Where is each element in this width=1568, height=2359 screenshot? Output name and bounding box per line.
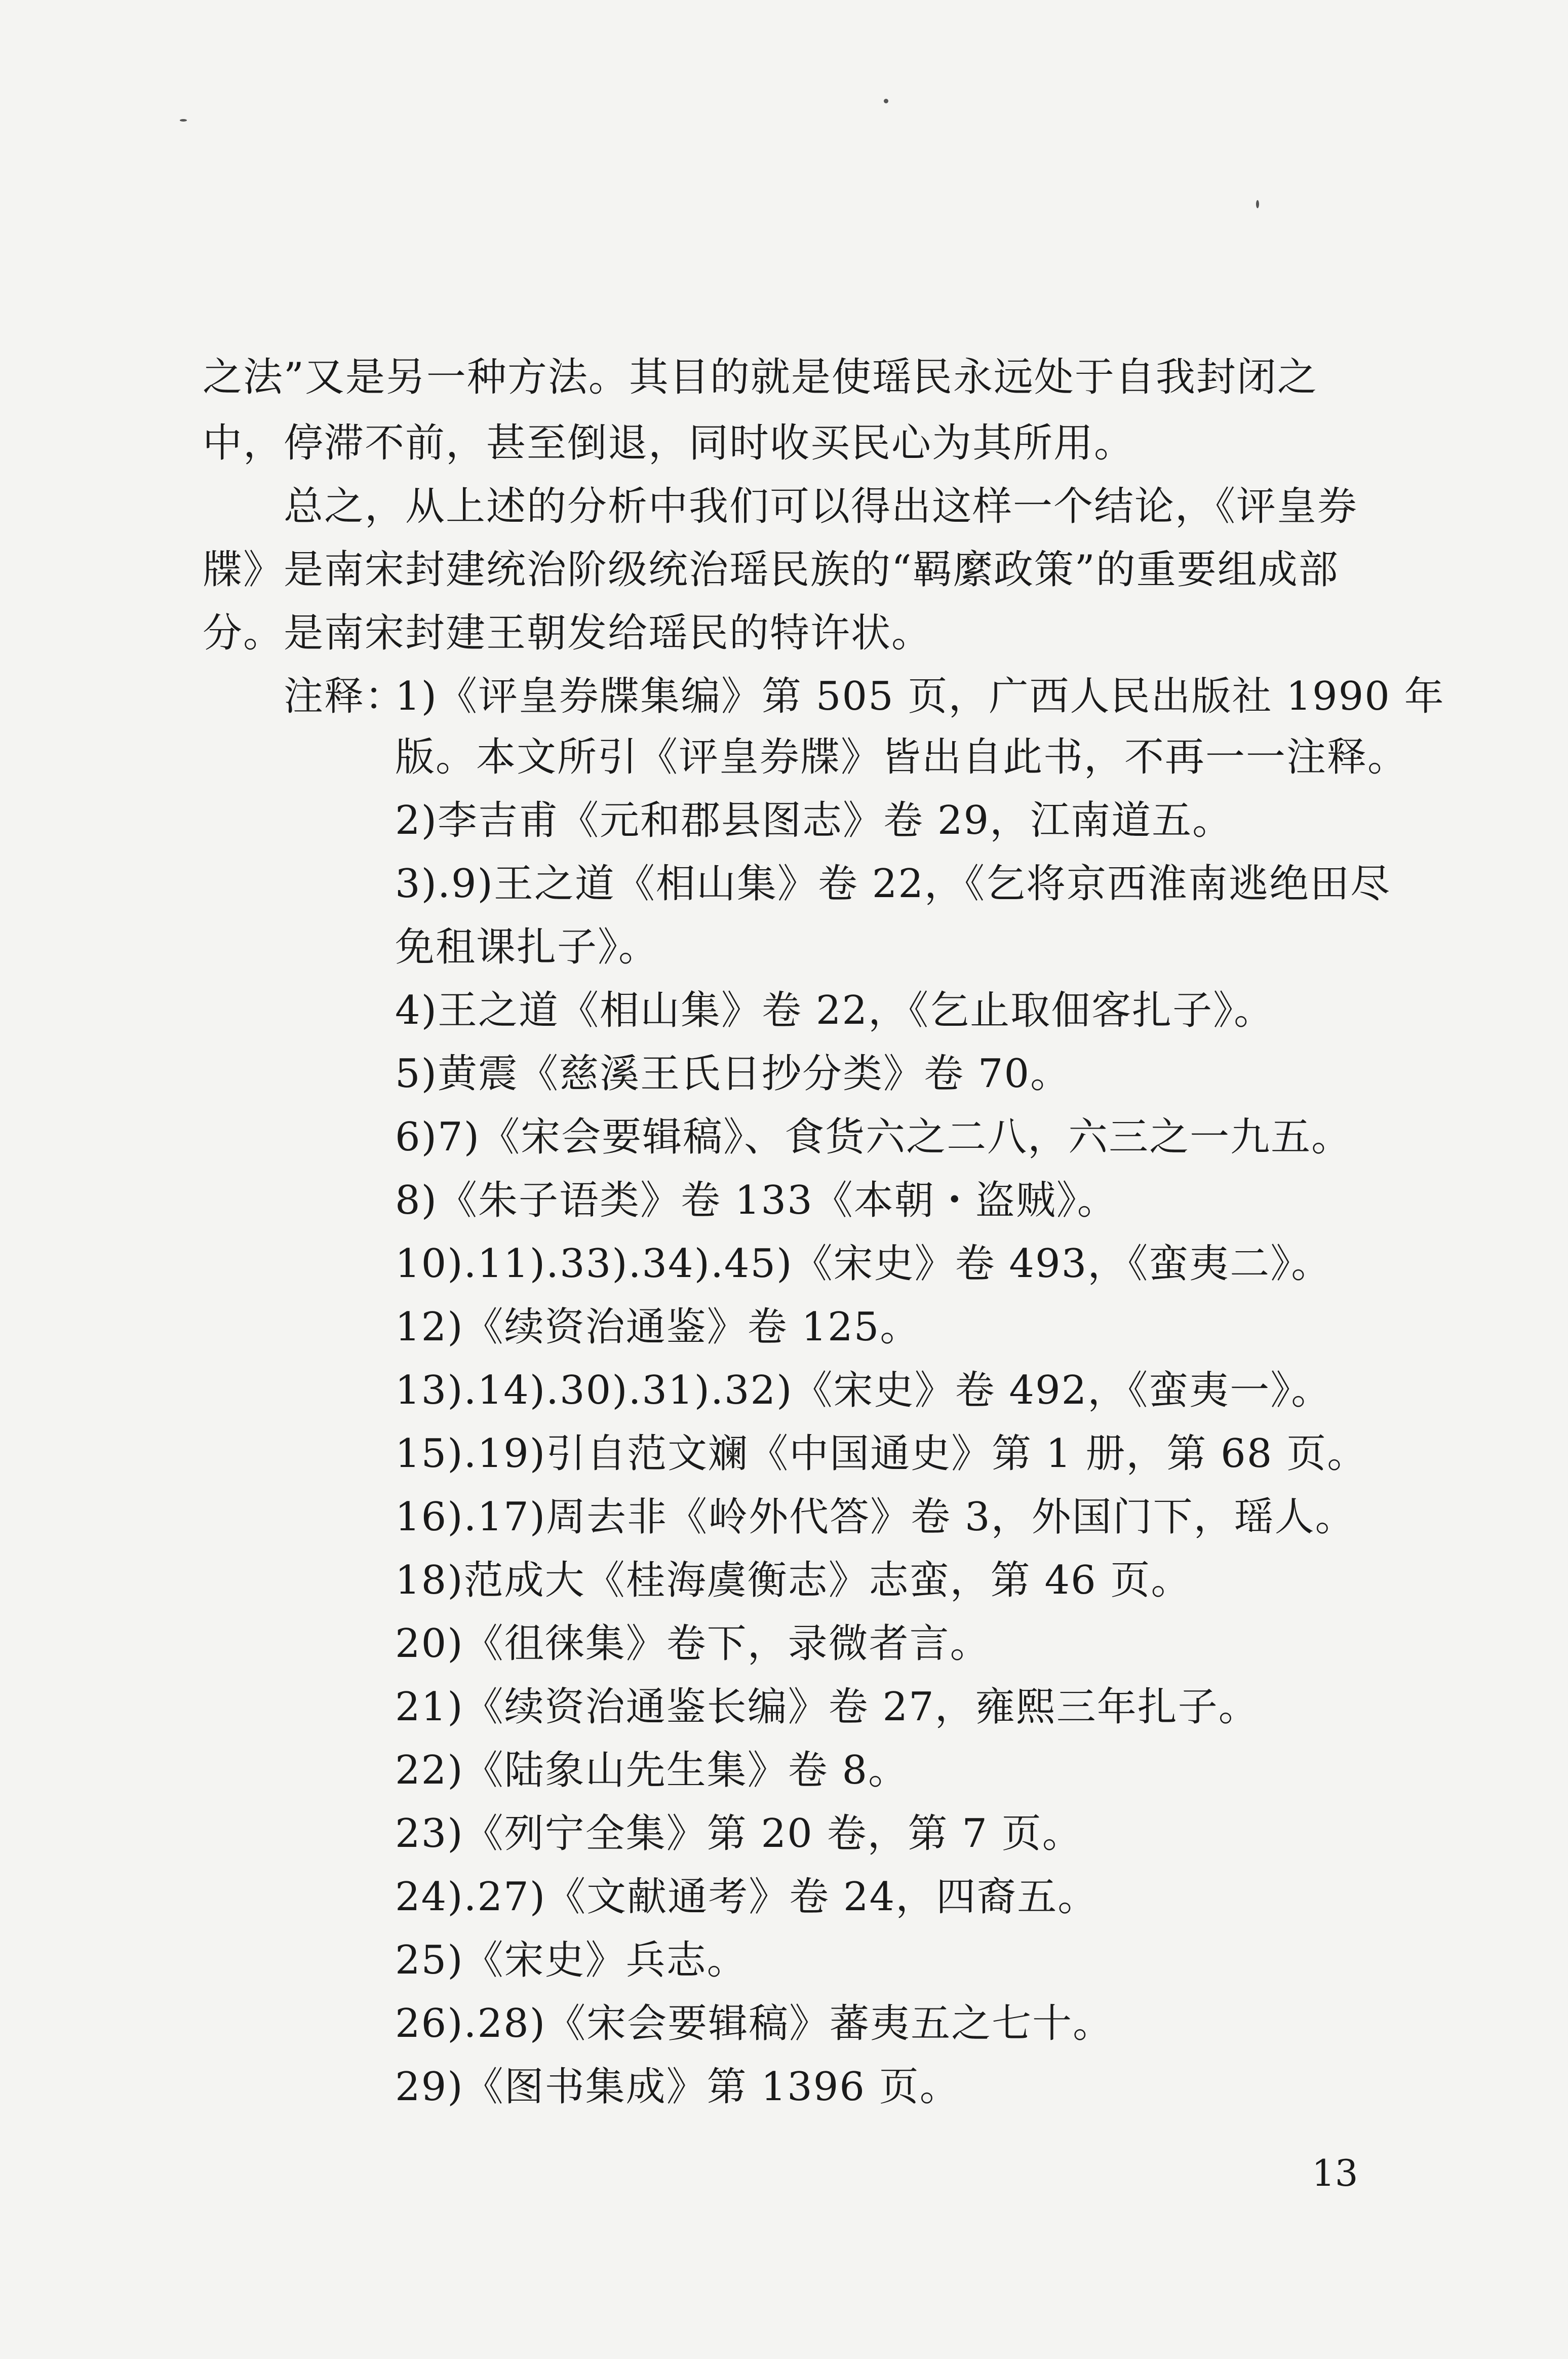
note-item: 29)《图书集成》第 1396 页。 <box>395 2064 960 2110</box>
note-item: 13).14).30).31).32)《宋史》卷 492，《蛮夷一》。 <box>395 1368 1332 1413</box>
note-item: 10).11).33).34).45)《宋史》卷 493，《蛮夷二》。 <box>395 1241 1332 1287</box>
paragraph-line: 总之，从上述的分析中我们可以得出这样一个结论，《评皇券 <box>284 484 1358 529</box>
note-item: 26).28)《宋会要辑稿》蕃夷五之七十。 <box>395 2001 1114 2046</box>
note-item: 6)7)《宋会要辑稿》、食货六之二八，六三之一九五。 <box>395 1114 1352 1160</box>
note-item: 18)范成大《桂海虞衡志》志蛮，第 46 页。 <box>395 1558 1192 1603</box>
note-item: 16).17)周去非《岭外代答》卷 3，外国门下，瑶人。 <box>395 1494 1356 1540</box>
note-item: 2)李吉甫《元和郡县图志》卷 29，江南道五。 <box>395 798 1233 843</box>
note-item: 15).19)引自范文斓《中国通史》第 1 册，第 68 页。 <box>395 1431 1368 1477</box>
note-item: 版。本文所引《评皇券牒》皆出自此书，不再一一注释。 <box>395 734 1408 780</box>
note-item: 1)《评皇券牒集编》第 505 页，广西人民出版社 1990 年 <box>395 674 1445 719</box>
page-number: 13 <box>1312 2152 1358 2194</box>
paragraph-line: 之法”又是另一种方法。其目的就是使瑶民永远处于自我封闭之 <box>203 355 1318 400</box>
note-item: 22)《陆象山先生集》卷 8。 <box>395 1748 909 1793</box>
note-item: 免租课扎子》。 <box>395 924 659 970</box>
scan-speck <box>884 99 888 103</box>
note-item: 24).27)《文献通考》卷 24，四裔五。 <box>395 1874 1099 1920</box>
paragraph-line: 中，停滞不前，甚至倒退，同时收买民心为其所用。 <box>203 420 1135 466</box>
scan-speck <box>180 119 187 122</box>
note-item: 23)《列宁全集》第 20 卷，第 7 页。 <box>395 1811 1083 1857</box>
paragraph-line: 牒》是南宋封建统治阶级统治瑶民族的“羁縻政策”的重要组成部 <box>203 547 1339 593</box>
note-item: 8)《朱子语类》卷 133《本朝・盗贼》。 <box>395 1178 1118 1223</box>
scan-speck <box>1256 200 1259 208</box>
notes-label: 注释： <box>284 674 406 719</box>
note-item: 4)王之道《相山集》卷 22，《乞止取佃客扎子》。 <box>395 988 1275 1033</box>
note-item: 12)《续资治通鉴》卷 125。 <box>395 1304 921 1350</box>
note-item: 25)《宋史》兵志。 <box>395 1938 748 1983</box>
note-item: 21)《续资治通鉴长编》卷 27，雍熙三年扎子。 <box>395 1684 1259 1730</box>
paragraph-line: 分。是南宋封建王朝发给瑶民的特许状。 <box>203 610 932 656</box>
note-item: 3).9)王之道《相山集》卷 22，《乞将京西淮南逃绝田尽 <box>395 861 1391 907</box>
note-item: 5)黄震《慈溪王氏日抄分类》卷 70。 <box>395 1051 1071 1097</box>
note-item: 20)《徂徕集》卷下，录微者言。 <box>395 1621 991 1667</box>
